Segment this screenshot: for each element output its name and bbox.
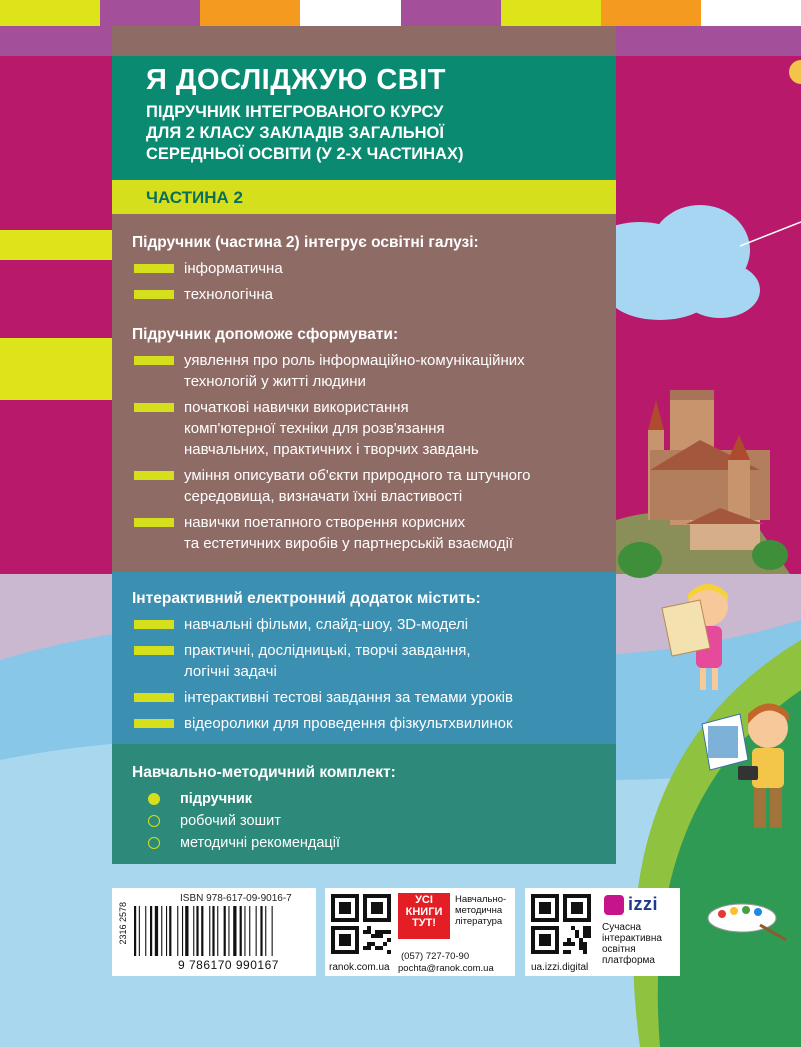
book-title: Я ДОСЛІДЖУЮ СВІТ — [146, 64, 446, 96]
list-item: технологічна — [132, 284, 616, 305]
kit-item: підручник — [132, 788, 616, 810]
kit-heading: Навчально-методичний комплект: — [132, 764, 396, 781]
list-item: навчальні фільми, слайд-шоу, 3D-моделі — [132, 614, 616, 635]
part-label: ЧАСТИНА 2 — [112, 180, 616, 214]
barcode-icon — [134, 906, 310, 956]
books-badge: УСІ КНИГИ ТУТ! — [398, 893, 450, 939]
bullet-bar — [134, 693, 174, 702]
publisher-email: pochta@ranok.com.ua — [398, 963, 494, 974]
list-item: інтерактивні тестові завдання за темами уроків — [132, 687, 616, 708]
bullet-bar — [134, 719, 174, 728]
isbn-text: ISBN 978-617-09-9016-7 — [180, 893, 292, 904]
book-subtitle: ПІДРУЧНИК ІНТЕГРОВАНОГО КУРСУ ДЛЯ 2 КЛАСУ ЗАКЛАДІВ ЗАГАЛЬНОЇ СЕРЕДНЬОЇ ОСВІТИ (У 2-Х ЧАСТИНАХ) — [146, 103, 464, 163]
izzi-site: ua.izzi.digital — [531, 962, 589, 973]
strip-segment — [701, 0, 801, 26]
strip-segment — [200, 0, 300, 26]
qr-code-icon — [531, 894, 591, 954]
filled-circle-icon — [148, 793, 160, 805]
barcode-number: 9 786170 990167 — [178, 958, 279, 972]
bullet-bar — [134, 356, 174, 365]
list-item: інформатична — [132, 258, 616, 279]
kit-item: робочий зошит — [132, 810, 616, 832]
barcode-box — [112, 888, 316, 976]
kit-item: методичні рекомендації — [132, 832, 616, 854]
list-item: уміння описувати об'єкти природного та штучного середовища, визначати їхні властивості — [132, 465, 616, 507]
list-item: уявлення про роль інформаційно-комунікаційних технологій у житті людини — [132, 350, 616, 392]
title-block — [112, 56, 616, 180]
list-item: відеоролики для проведення фізкультхвилинок — [132, 713, 616, 734]
strip-segment — [300, 0, 400, 26]
circle-icon — [148, 837, 160, 849]
strip-segment — [100, 0, 200, 26]
list-item: практичні, дослідницькі, творчі завдання, логічні задачі — [132, 640, 616, 682]
strip-segment — [501, 0, 601, 26]
publisher-site: ranok.com.ua — [329, 962, 390, 973]
strip-segment — [0, 0, 100, 26]
top-brown-band — [112, 26, 616, 56]
bullet-bar — [134, 518, 174, 527]
bullet-bar — [134, 403, 174, 412]
bullet-bar — [134, 290, 174, 299]
interactive-panel — [112, 572, 616, 744]
bullet-bar — [134, 471, 174, 480]
barcode-vertical-number: 2316 2578 — [118, 902, 128, 945]
color-strip — [0, 0, 801, 26]
list-item: початкові навички використання комп'ютерної техніки для розв'язання навчальних, практичних і творчих завдань — [132, 397, 616, 460]
bullet-bar — [134, 264, 174, 273]
list-item: навички поетапного створення корисних та естетичних виробів у партнерській взаємодії — [132, 512, 616, 554]
literature-label: Навчально- методична література — [455, 894, 507, 927]
integrates-heading: Підручник (частина 2) інтегрує освітні галузі: — [132, 234, 479, 251]
kit-panel — [112, 744, 616, 864]
bullet-bar — [134, 646, 174, 655]
info-panel — [112, 214, 616, 572]
strip-segment — [601, 0, 701, 26]
izzi-description: Сучасна інтерактивна освітня платформа — [602, 922, 662, 966]
publisher-phone: (057) 727-70-90 — [401, 951, 470, 962]
circle-icon — [148, 815, 160, 827]
helps-heading: Підручник допоможе сформувати: — [132, 326, 399, 343]
strip-segment — [401, 0, 501, 26]
interactive-heading: Інтерактивний електронний додаток містить: — [132, 590, 481, 607]
bullet-bar — [134, 620, 174, 629]
izzi-logo: izzi — [604, 894, 658, 915]
izzi-logo-icon — [604, 895, 624, 915]
qr-code-icon — [331, 894, 391, 954]
